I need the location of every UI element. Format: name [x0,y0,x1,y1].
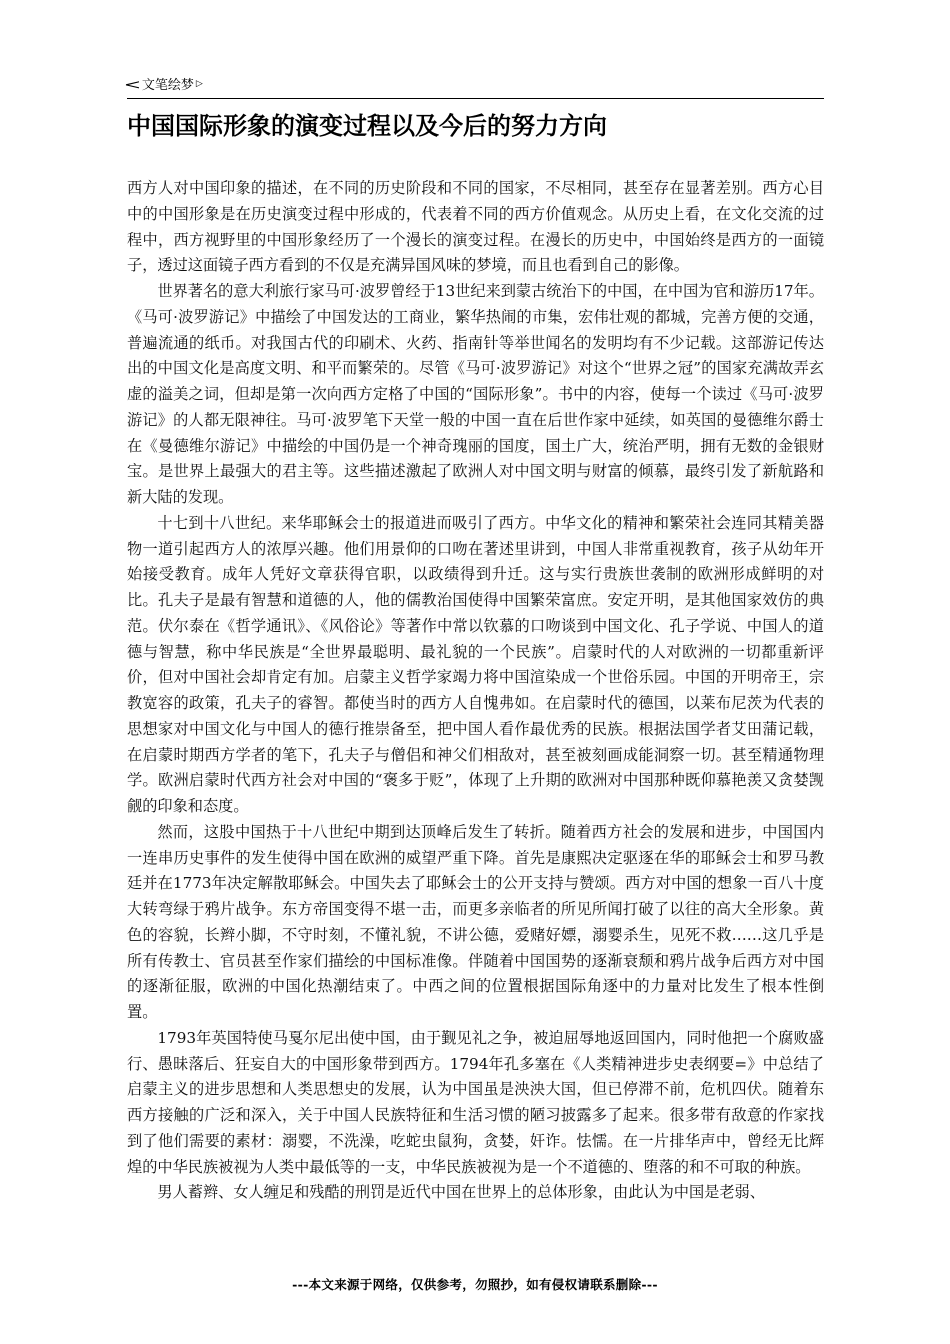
paragraph-1: 西方人对中国印象的描述，在不同的历史阶段和不同的国家，不尽相同，甚至存在显著差别。西方心目中的中国形象是在历史演变过程中形成的，代表着不同的西方价值观念。从历史上看，在文化交流的过程中，西方视野里的中国形象经历了一个漫长的演变过程。在漫长的历史中，中国始终是西方的一面镜子，透过这面镜子西方看到的不仅是充满异国风味的梦境，而且也看到自己的影像。 [127,179,824,275]
document-body [127,176,824,1206]
paragraph-5: 1793年英国特使马戛尔尼出使中国，由于觐见礼之争，被迫屈辱地返回国内，同时他把一个腐败盛行、愚昧落后、狂妄自大的中国形象带到西方。1794年孔多塞在《人类精神进步史表纲要=》中总结了启蒙主义的进步思想和人类思想史的发展，认为中国虽是泱泱大国，但已停滞不前，危机四伏。随着东西方接触的广泛和深入，关于中国人民族特征和生活习惯的陋习披露多了起来。很多带有敌意的作家找到了他们需要的素材：溺婴，不洗澡，吃蛇虫鼠狗，贪婪，奸诈。怯懦。在一片排华声中，曾经无比辉煌的中华民族被视为人类中最低等的一支，中华民族被视为是一个不道德的、堕落的和不可取的种族。 [127,1028,824,1176]
right-triangle-icon: ▷ [195,79,203,89]
footer-notice: ---本文来源于网络，仅供参考，勿照抄，如有侵权请联系删除--- [292,1277,658,1292]
header-label [123,75,203,95]
left-triangle-icon: < [123,78,142,93]
header-text: 文笔绘梦 [141,78,194,93]
paragraph-2: 世界著名的意大利旅行家马可·波罗曾经于13世纪来到蒙古统治下的中国，在中国为官和游历17年。《马可·波罗游记》中描绘了中国发达的工商业，繁华热闹的市集，宏伟壮观的都城，完善方便的交通，普遍流通的纸币。对我国古代的印刷术、火药、指南针等举世闻名的发明均有不少记载。这部游记传达出的中国文化是高度文明、和平而繁荣的。尽管《马可·波罗游记》对这个“世界之冠”的国家充满故弄玄虚的溢美之词，但却是第一次向西方定格了中国的“国际形象”。书中的内容，使每一个读过《马可·波罗游记》的人都无限神往。马可·波罗笔下天堂一般的中国一直在后世作家中延续，如英国的曼德维尔爵士在《曼德维尔游记》中描绘的中国仍是一个神奇瑰丽的国度，国土广大，统治严明，拥有无数的金银财宝。是世界上最强大的君主等。这些描述激起了欧洲人对中国文明与财富的倾慕，最终引发了新航路和新大陆的发现。 [127,282,824,506]
page-header [123,74,824,99]
paragraph-6: 男人蓄辫、女人缠足和残酷的刑罚是近代中国在世界上的总体形象，由此认为中国是老弱、 [157,1183,765,1202]
paragraph-3: 十七到十八世纪。来华耶稣会士的报道进而吸引了西方。中华文化的精神和繁荣社会连同其精美器物一道引起西方人的浓厚兴趣。他们用景仰的口吻在著述里讲到，中国人非常重视教育，孩子从幼年开始接受教育。成年人凭好文章获得官职，以政绩得到升迁。这与实行贵族世袭制的欧洲形成鲜明的对比。孔夫子是最有智慧和道德的人，他的儒教治国使得中国繁荣富庶。安定开明，是其他国家效仿的典范。伏尔泰在《哲学通讯》、《风俗论》等著作中常以钦慕的口吻谈到中国文化、孔子学说、中国人的道德与智慧，称中华民族是“全世界最聪明、最礼貌的一个民族”。启蒙时代的人对欧洲的一切都重新评价，但对中国社会却肯定有加。启蒙主义哲学家竭力将中国渲染成一个世俗乐园。中国的开明帝王，宗教宽容的政策，孔夫子的睿智。都使当时的西方人自愧弗如。在启蒙时代的德国，以莱布尼茨为代表的思想家对中国文化与中国人的德行推崇备至，把中国人看作最优秀的民族。根据法国学者艾田蒲记载，在启蒙时期西方学者的笔下，孔夫子与僧侣和神父们相敌对，甚至被刻画成能洞察一切。甚至精通物理学。欧洲启蒙时代西方社会对中国的“褒多于贬”，体现了上升期的欧洲对中国那种既仰慕艳羡又贪婪觊觎的印象和态度。 [127,513,824,815]
document-title: 中国国际形象的演变过程以及今后的努力方向 [127,112,607,140]
paragraph-4: 然而，这股中国热于十八世纪中期到达顶峰后发生了转折。随着西方社会的发展和进步，中国国内一连串历史事件的发生使得中国在欧洲的威望严重下降。首先是康熙决定驱逐在华的耶稣会士和罗马教廷并在1773年决定解散耶稣会。中国失去了耶稣会士的公开支持与赞颂。西方对中国的想象一百八十度大转弯绿于鸦片战争。东方帝国变得不堪一击，而更多亲临者的所见所闻打破了以往的高大全形象。黄色的容貌，长辫小脚，不守时刻，不懂礼貌，不讲公德，爱赌好嫖，溺婴杀生，见死不救……这几乎是所有传教士、官员甚至作家们描绘的中国标准像。伴随着中国国势的逐渐衰颓和鸦片战争后西方对中国的逐渐征服，欧洲的中国化热潮结束了。中西之间的位置根据国际角逐中的力量对比发生了根本性倒置。 [127,822,824,1021]
